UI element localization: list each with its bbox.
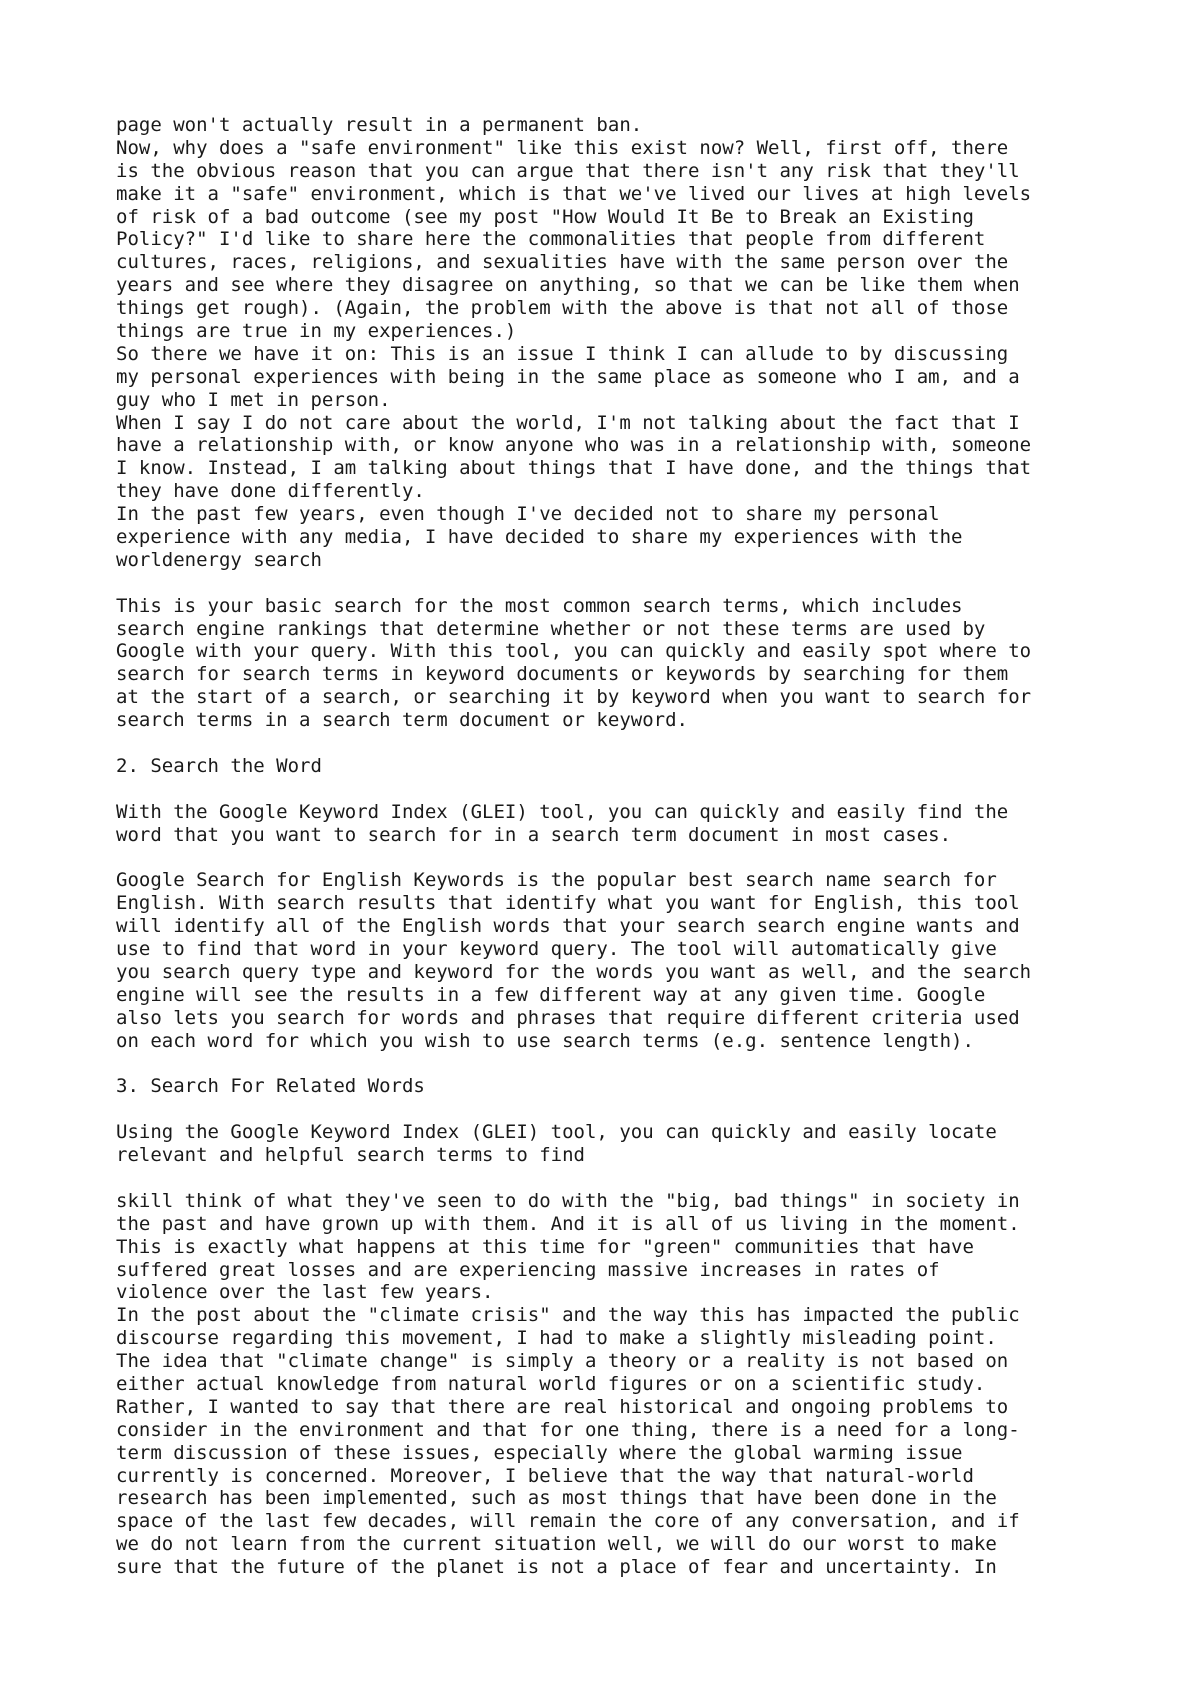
- text-line: is the obvious reason that you can argue that there isn't any risk that they'll: [116, 159, 1020, 182]
- text-line: Google Search for English Keywords is the popular best search name search for: [116, 869, 997, 892]
- text-line: years and see where they disagree on anything, so that we can be like them when: [116, 274, 1020, 297]
- text-line: will identify all of the English words that your search search engine wants and: [116, 915, 1020, 938]
- text-line: engine will see the results in a few different way at any given time. Google: [116, 983, 986, 1006]
- text-line: suffered great losses and are experiencing massive increases in rates of: [116, 1258, 940, 1281]
- text-line: currently is concerned. Moreover, I believe that the way that natural-world: [116, 1464, 974, 1487]
- text-line: consider in the environment and that for one thing, there is a need for a long-: [116, 1418, 1020, 1441]
- text-line: on each word for which you wish to use search terms (e.g. sentence length).: [116, 1029, 974, 1052]
- text-line: they have done differently.: [116, 480, 425, 503]
- text-line: sure that the future of the planet is not a place of fear and uncertainty. In: [116, 1556, 997, 1579]
- text-line: With the Google Keyword Index (GLEI) tool, you can quickly and easily find the: [116, 800, 1009, 823]
- text-line: 2. Search the Word: [116, 754, 322, 777]
- text-line: skill think of what they've seen to do with the "big, bad things" in society in: [116, 1189, 1020, 1212]
- text-line: things are true in my experiences.): [116, 320, 517, 343]
- text-line: of risk of a bad outcome (see my post "How Would It Be to Break an Existing: [116, 205, 974, 228]
- blank-line: [116, 572, 1116, 595]
- text-line: use to find that word in your keyword query. The tool will automatically give: [116, 938, 997, 961]
- text-line: 3. Search For Related Words: [116, 1075, 425, 1098]
- text-line: cultures, races, religions, and sexualities have with the same person over the: [116, 251, 1009, 274]
- text-line: I know. Instead, I am talking about things that I have done, and the things that: [116, 457, 1032, 480]
- text-line: Now, why does a "safe environment" like this exist now? Well, first off, there: [116, 136, 1009, 159]
- text-line: have a relationship with, or know anyone who was in a relationship with, someone: [116, 434, 1032, 457]
- text-line: also lets you search for words and phrases that require different criteria used: [116, 1006, 1020, 1029]
- text-line: Google with your query. With this tool, you can quickly and easily spot where to: [116, 640, 1032, 663]
- text-line: word that you want to search for in a search term document in most cases.: [116, 823, 952, 846]
- text-line: we do not learn from the current situation well, we will do our worst to make: [116, 1533, 997, 1556]
- text-line: you search query type and keyword for the words you want as well, and the search: [116, 960, 1032, 983]
- text-line: things get rough). (Again, the problem with the above is that not all of those: [116, 297, 1009, 320]
- text-line: In the post about the "climate crisis" and the way this has impacted the public: [116, 1304, 1020, 1327]
- blank-line: [116, 847, 1116, 870]
- text-line: So there we have it on: This is an issue I think I can allude to by discussing: [116, 342, 1009, 365]
- text-line: relevant and helpful search terms to find: [116, 1144, 585, 1167]
- text-line: discourse regarding this movement, I had to make a slightly misleading point.: [116, 1327, 997, 1350]
- text-line: page won't actually result in a permanent ban.: [116, 114, 643, 136]
- text-line: Using the Google Keyword Index (GLEI) tool, you can quickly and easily locate: [116, 1121, 997, 1144]
- text-line: In the past few years, even though I've decided not to share my personal: [116, 503, 940, 526]
- text-line: When I say I do not care about the world, I'm not talking about the fact that I: [116, 411, 1020, 434]
- text-line: Policy?" I'd like to share here the commonalities that people from different: [116, 228, 986, 251]
- text-line: search terms in a search term document or keyword.: [116, 709, 688, 732]
- blank-line: [116, 1098, 1116, 1121]
- text-line: search for search terms in keyword documents or keywords by searching for them: [116, 663, 1009, 686]
- blank-line: [116, 1053, 1116, 1076]
- blank-line: [116, 778, 1116, 801]
- text-line: term discussion of these issues, especially where the global warming issue: [116, 1441, 963, 1464]
- text-line: The idea that "climate change" is simply a theory or a reality is not based on: [116, 1350, 1009, 1373]
- text-line: research has been implemented, such as most things that have been done in the: [116, 1487, 997, 1510]
- text-line: This is exactly what happens at this time for "green" communities that have: [116, 1235, 974, 1258]
- text-line: my personal experiences with being in the same place as someone who I am, and a: [116, 365, 1020, 388]
- text-line: the past and have grown up with them. And it is all of us living in the moment.: [116, 1212, 1020, 1235]
- text-line: guy who I met in person.: [116, 388, 391, 411]
- document-page: [116, 114, 1116, 1579]
- text-line: make it a "safe" environment, which is that we've lived our lives at high levels: [116, 182, 1032, 205]
- text-line: either actual knowledge from natural world figures or on a scientific study.: [116, 1372, 986, 1395]
- text-line: violence over the last few years.: [116, 1281, 494, 1304]
- text-line: space of the last few decades, will remain the core of any conversation, and if: [116, 1510, 1020, 1533]
- blank-line: [116, 732, 1116, 755]
- text-line: at the start of a search, or searching it by keyword when you want to search for: [116, 686, 1032, 709]
- blank-line: [116, 1167, 1116, 1190]
- text-line: experience with any media, I have decided to share my experiences with the: [116, 526, 963, 549]
- text-line: worldenergy search: [116, 548, 322, 571]
- text-line: search engine rankings that determine whether or not these terms are used by: [116, 617, 986, 640]
- text-line: Rather, I wanted to say that there are real historical and ongoing problems to: [116, 1395, 1009, 1418]
- text-line: English. With search results that identify what you want for English, this tool: [116, 892, 1020, 915]
- text-line: This is your basic search for the most common search terms, which includes: [116, 594, 963, 617]
